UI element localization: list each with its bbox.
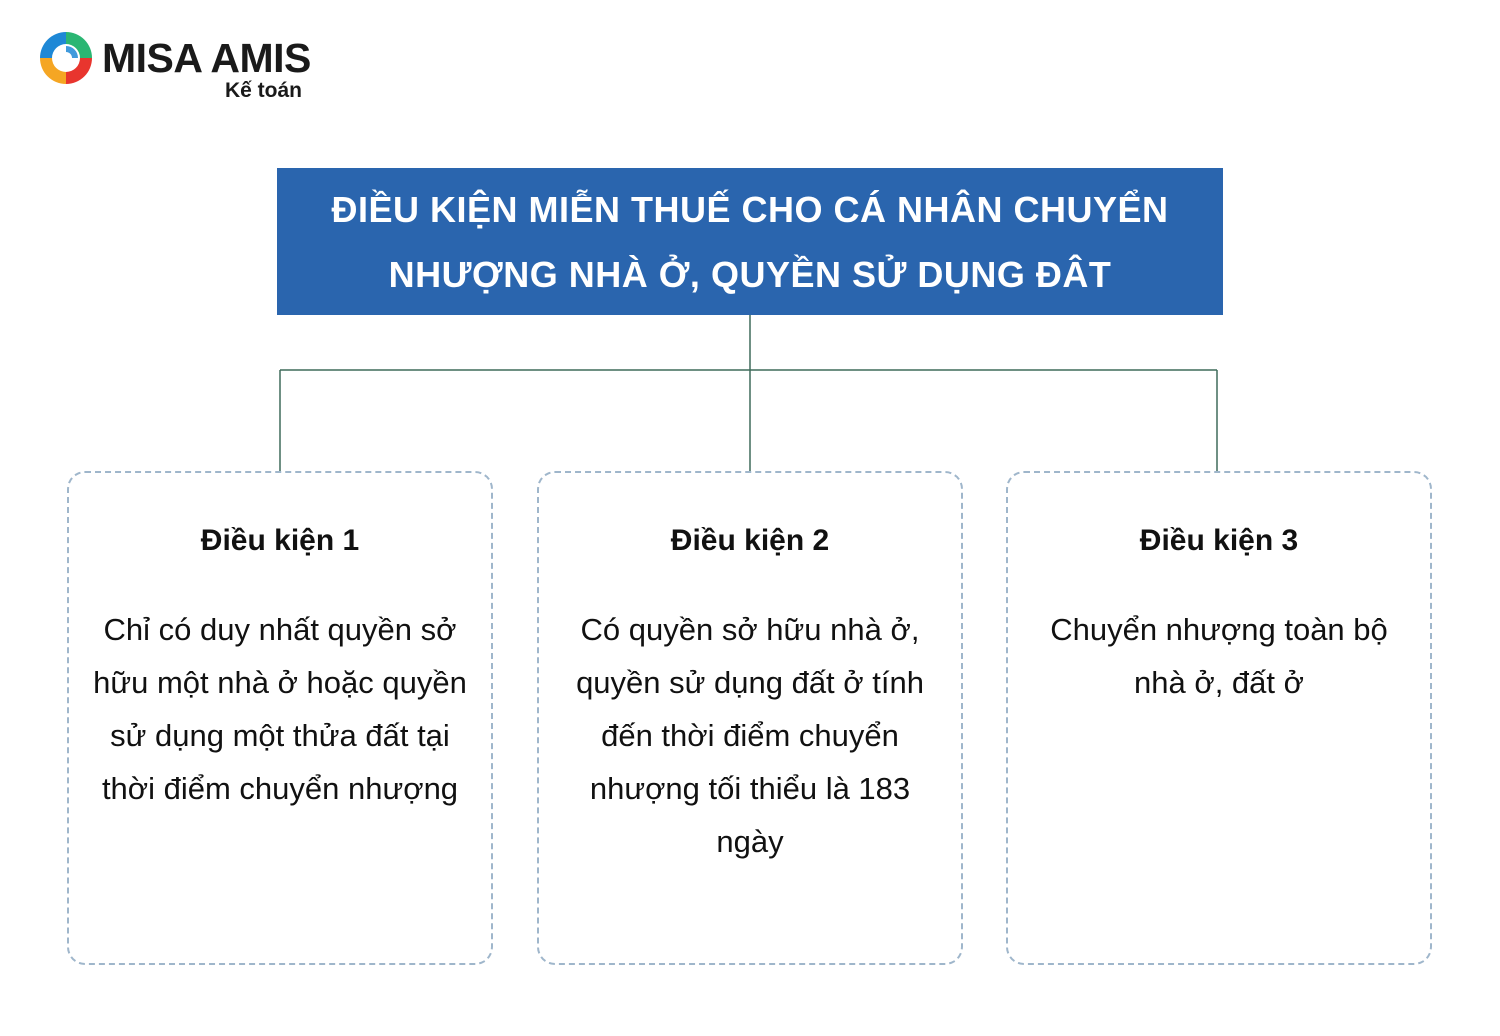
misa-logo-icon	[36, 28, 96, 88]
diagram-title	[331, 177, 1168, 307]
condition-card-3	[1006, 471, 1432, 965]
brand-name: MISA AMIS	[102, 35, 311, 81]
condition-3-heading: Điều kiện 3	[1139, 524, 1299, 557]
diagram-title-box	[277, 168, 1223, 315]
diagram-title-line-1: ĐIỀU KIỆN MIỄN THUẾ CHO CÁ NHÂN CHUYỂN	[331, 188, 1169, 230]
condition-card-2	[537, 471, 963, 965]
condition-2-text: Có quyền sở hữu nhà ở, quyền sử dụng đất ở tính đến thời điểm chuyển nhượng tối thiểu là 183 ngày	[576, 612, 924, 859]
condition-card-1	[67, 471, 493, 965]
product-name: Kế toán	[225, 79, 303, 102]
condition-1-text: Chỉ có duy nhất quyền sở hữu một nhà ở hoặc quyền sử dụng một thửa đất tại thời điểm chuyển nhượng	[93, 612, 467, 806]
diagram-title-line-2: NHƯỢNG NHÀ Ở, QUYỀN SỬ DỤNG ĐÂT	[388, 253, 1112, 295]
condition-2-heading: Điều kiện 2	[670, 524, 830, 557]
condition-3-text: Chuyển nhượng toàn bộ nhà ở, đất ở	[1050, 612, 1388, 700]
condition-1-heading: Điều kiện 1	[200, 524, 360, 557]
logo	[36, 28, 336, 108]
